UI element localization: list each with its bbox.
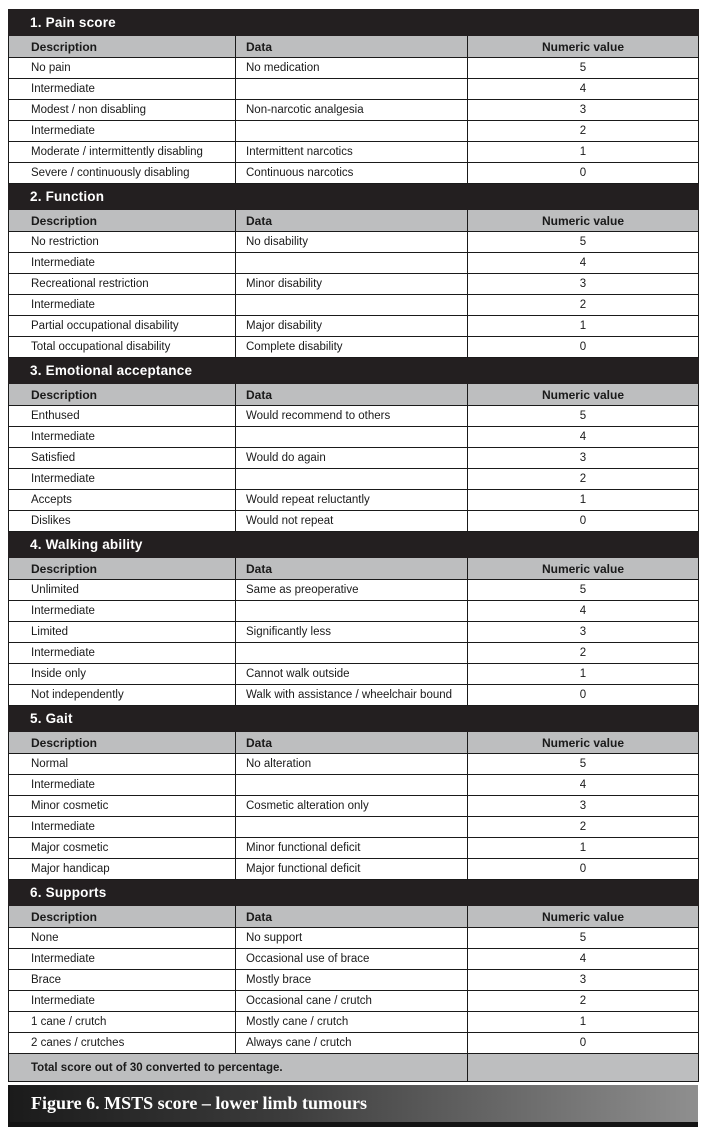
table-row <box>9 406 699 427</box>
table-row <box>9 100 699 121</box>
cell-description: Minor cosmetic <box>9 796 236 817</box>
cell-value: 5 <box>468 580 699 601</box>
cell-description: Brace <box>9 970 236 991</box>
column-header-numeric-value: Numeric value <box>468 384 699 406</box>
cell-value: 0 <box>468 859 699 880</box>
cell-data: No medication <box>236 58 468 79</box>
cell-description: Limited <box>9 622 236 643</box>
total-row <box>9 1054 699 1082</box>
column-header-data: Data <box>236 36 468 58</box>
cell-value: 5 <box>468 58 699 79</box>
cell-description: Recreational restriction <box>9 274 236 295</box>
cell-data: No alteration <box>236 754 468 775</box>
table-row <box>9 58 699 79</box>
cell-description: Normal <box>9 754 236 775</box>
cell-value: 5 <box>468 232 699 253</box>
section-title: 6. Supports <box>9 880 699 906</box>
cell-description: Intermediate <box>9 775 236 796</box>
cell-data: Occasional cane / crutch <box>236 991 468 1012</box>
cell-description: Not independently <box>9 685 236 706</box>
cell-description: Enthused <box>9 406 236 427</box>
table-row <box>9 448 699 469</box>
cell-value: 1 <box>468 316 699 337</box>
table-row <box>9 142 699 163</box>
section-title-bar <box>9 10 699 36</box>
table-row <box>9 427 699 448</box>
table-row <box>9 643 699 664</box>
table-row <box>9 859 699 880</box>
total-score-value-cell <box>468 1054 699 1082</box>
section-title-bar <box>9 532 699 558</box>
cell-value: 1 <box>468 490 699 511</box>
column-header-numeric-value: Numeric value <box>468 210 699 232</box>
table-row <box>9 817 699 838</box>
cell-value: 1 <box>468 1012 699 1033</box>
cell-data: Cannot walk outside <box>236 664 468 685</box>
table-row <box>9 775 699 796</box>
cell-description: Intermediate <box>9 295 236 316</box>
cell-data: Minor functional deficit <box>236 838 468 859</box>
column-header-row <box>9 36 699 58</box>
column-header-description: Description <box>9 906 236 928</box>
table-row <box>9 685 699 706</box>
cell-value: 1 <box>468 838 699 859</box>
cell-description: None <box>9 928 236 949</box>
table-row <box>9 316 699 337</box>
cell-value: 3 <box>468 100 699 121</box>
cell-data <box>236 295 468 316</box>
cell-value: 2 <box>468 817 699 838</box>
table-row <box>9 511 699 532</box>
table-row <box>9 232 699 253</box>
cell-value: 2 <box>468 991 699 1012</box>
section-title: 5. Gait <box>9 706 699 732</box>
column-header-data: Data <box>236 558 468 580</box>
column-header-description: Description <box>9 384 236 406</box>
column-header-numeric-value: Numeric value <box>468 906 699 928</box>
cell-description: Major cosmetic <box>9 838 236 859</box>
cell-data: Mostly cane / crutch <box>236 1012 468 1033</box>
cell-value: 2 <box>468 643 699 664</box>
cell-data: Minor disability <box>236 274 468 295</box>
table-row <box>9 274 699 295</box>
table-row <box>9 490 699 511</box>
cell-data: Same as preoperative <box>236 580 468 601</box>
total-score-label: Total score out of 30 converted to percentage. <box>9 1054 468 1082</box>
cell-value: 4 <box>468 427 699 448</box>
table-row <box>9 601 699 622</box>
cell-description: Intermediate <box>9 817 236 838</box>
column-header-numeric-value: Numeric value <box>468 732 699 754</box>
table-row <box>9 295 699 316</box>
msts-score-table <box>8 9 699 1082</box>
table-row <box>9 970 699 991</box>
section-title-bar <box>9 184 699 210</box>
cell-description: Intermediate <box>9 469 236 490</box>
cell-data: Walk with assistance / wheelchair bound <box>236 685 468 706</box>
table-row <box>9 469 699 490</box>
cell-data <box>236 601 468 622</box>
cell-value: 3 <box>468 448 699 469</box>
column-header-data: Data <box>236 732 468 754</box>
column-header-row <box>9 210 699 232</box>
cell-data: No disability <box>236 232 468 253</box>
cell-value: 5 <box>468 754 699 775</box>
column-header-numeric-value: Numeric value <box>468 558 699 580</box>
cell-description: 2 canes / crutches <box>9 1033 236 1054</box>
cell-value: 1 <box>468 664 699 685</box>
cell-value: 5 <box>468 928 699 949</box>
figure-caption: Figure 6. MSTS score – lower limb tumours <box>8 1085 698 1127</box>
cell-description: 1 cane / crutch <box>9 1012 236 1033</box>
column-header-description: Description <box>9 36 236 58</box>
cell-description: No restriction <box>9 232 236 253</box>
cell-description: Intermediate <box>9 601 236 622</box>
cell-data: Non-narcotic analgesia <box>236 100 468 121</box>
column-header-row <box>9 558 699 580</box>
cell-data <box>236 643 468 664</box>
table-row <box>9 1012 699 1033</box>
cell-value: 2 <box>468 295 699 316</box>
cell-description: Intermediate <box>9 253 236 274</box>
cell-value: 4 <box>468 79 699 100</box>
cell-description: Total occupational disability <box>9 337 236 358</box>
column-header-row <box>9 384 699 406</box>
column-header-data: Data <box>236 210 468 232</box>
cell-data: Always cane / crutch <box>236 1033 468 1054</box>
cell-value: 0 <box>468 163 699 184</box>
cell-description: Moderate / intermittently disabling <box>9 142 236 163</box>
column-header-row <box>9 906 699 928</box>
cell-data <box>236 469 468 490</box>
cell-data: Major functional deficit <box>236 859 468 880</box>
table-row <box>9 622 699 643</box>
column-header-row <box>9 732 699 754</box>
cell-data <box>236 121 468 142</box>
cell-description: Unlimited <box>9 580 236 601</box>
column-header-data: Data <box>236 384 468 406</box>
cell-value: 4 <box>468 253 699 274</box>
section-title: 4. Walking ability <box>9 532 699 558</box>
cell-data: Would recommend to others <box>236 406 468 427</box>
cell-value: 4 <box>468 775 699 796</box>
sections-host <box>9 10 699 1082</box>
cell-description: Intermediate <box>9 643 236 664</box>
section-title: 1. Pain score <box>9 10 699 36</box>
cell-description: Intermediate <box>9 121 236 142</box>
cell-data: Would do again <box>236 448 468 469</box>
cell-data: Would repeat reluctantly <box>236 490 468 511</box>
cell-data: Mostly brace <box>236 970 468 991</box>
cell-data <box>236 79 468 100</box>
cell-description: Major handicap <box>9 859 236 880</box>
cell-value: 0 <box>468 685 699 706</box>
table-row <box>9 754 699 775</box>
column-header-numeric-value: Numeric value <box>468 36 699 58</box>
table-row <box>9 664 699 685</box>
section-title-bar <box>9 706 699 732</box>
table-row <box>9 337 699 358</box>
cell-value: 0 <box>468 1033 699 1054</box>
cell-description: Satisfied <box>9 448 236 469</box>
section-title: 3. Emotional acceptance <box>9 358 699 384</box>
table-row <box>9 79 699 100</box>
cell-value: 3 <box>468 274 699 295</box>
table-row <box>9 928 699 949</box>
column-header-description: Description <box>9 558 236 580</box>
cell-description: Accepts <box>9 490 236 511</box>
cell-data: Cosmetic alteration only <box>236 796 468 817</box>
table-row <box>9 163 699 184</box>
cell-description: Inside only <box>9 664 236 685</box>
cell-description: No pain <box>9 58 236 79</box>
table-row <box>9 253 699 274</box>
cell-data: Continuous narcotics <box>236 163 468 184</box>
cell-value: 2 <box>468 469 699 490</box>
cell-value: 5 <box>468 406 699 427</box>
table-row <box>9 949 699 970</box>
cell-description: Dislikes <box>9 511 236 532</box>
cell-value: 2 <box>468 121 699 142</box>
cell-value: 1 <box>468 142 699 163</box>
section-title: 2. Function <box>9 184 699 210</box>
cell-data <box>236 253 468 274</box>
cell-data: Major disability <box>236 316 468 337</box>
cell-data: Intermittent narcotics <box>236 142 468 163</box>
cell-data <box>236 775 468 796</box>
cell-data <box>236 817 468 838</box>
cell-description: Intermediate <box>9 991 236 1012</box>
cell-description: Severe / continuously disabling <box>9 163 236 184</box>
table-row <box>9 121 699 142</box>
table-row <box>9 796 699 817</box>
cell-data: Would not repeat <box>236 511 468 532</box>
table-row <box>9 991 699 1012</box>
section-title-bar <box>9 358 699 384</box>
cell-value: 4 <box>468 601 699 622</box>
table-row <box>9 838 699 859</box>
cell-description: Modest / non disabling <box>9 100 236 121</box>
cell-description: Partial occupational disability <box>9 316 236 337</box>
cell-data: Complete disability <box>236 337 468 358</box>
cell-data: Occasional use of brace <box>236 949 468 970</box>
section-title-bar <box>9 880 699 906</box>
cell-value: 0 <box>468 511 699 532</box>
cell-value: 3 <box>468 970 699 991</box>
cell-description: Intermediate <box>9 79 236 100</box>
cell-data <box>236 427 468 448</box>
cell-description: Intermediate <box>9 427 236 448</box>
cell-value: 3 <box>468 796 699 817</box>
table-row <box>9 1033 699 1054</box>
cell-value: 4 <box>468 949 699 970</box>
column-header-data: Data <box>236 906 468 928</box>
cell-description: Intermediate <box>9 949 236 970</box>
cell-value: 0 <box>468 337 699 358</box>
cell-value: 3 <box>468 622 699 643</box>
table-row <box>9 580 699 601</box>
figure-page <box>8 9 698 1127</box>
column-header-description: Description <box>9 732 236 754</box>
cell-data: No support <box>236 928 468 949</box>
cell-data: Significantly less <box>236 622 468 643</box>
column-header-description: Description <box>9 210 236 232</box>
